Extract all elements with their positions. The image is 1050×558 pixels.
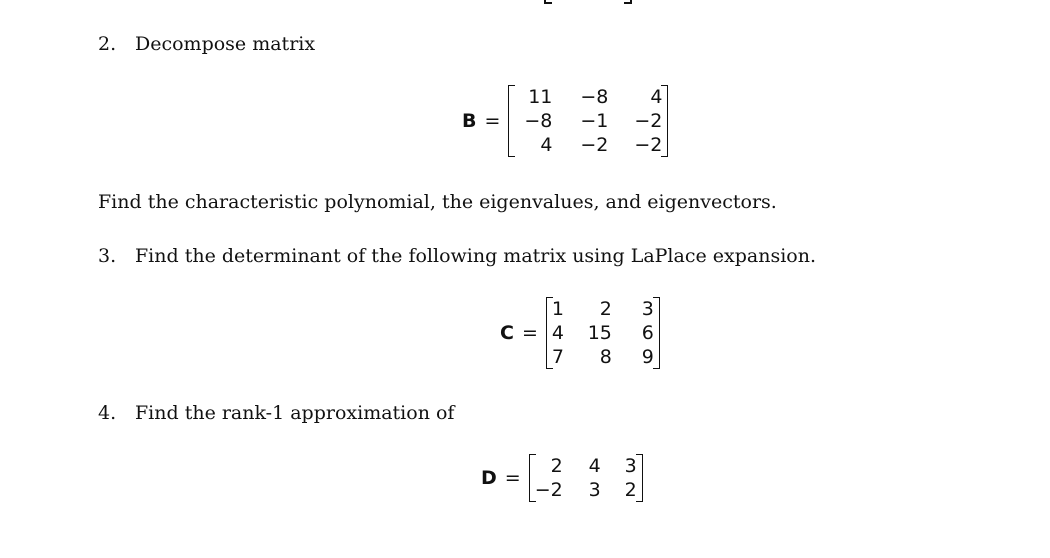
- problem-2-followup: Find the characteristic polynomial, the eigenvalues, and eigenvectors.: [98, 191, 777, 213]
- equals-sign: =: [484, 110, 501, 132]
- matrix-cell: 7: [551, 346, 564, 368]
- matrix-row: [552, 345, 654, 369]
- matrix-bracket: [546, 297, 660, 369]
- matrix-label: B: [462, 110, 477, 132]
- matrix-cell: 4: [650, 86, 663, 108]
- matrix-label: D: [481, 467, 497, 489]
- equals-sign: =: [521, 322, 538, 344]
- matrix-cell: 8: [599, 346, 612, 368]
- matrix-bracket: [529, 454, 643, 502]
- matrix-row: [514, 85, 662, 109]
- matrix-row: [552, 297, 654, 321]
- problem-number: 3.: [98, 245, 117, 267]
- matrix-cell: 2: [599, 298, 612, 320]
- matrix-cell: −8: [580, 86, 609, 108]
- matrix-cell: −2: [580, 134, 609, 156]
- problem-2-heading: [98, 33, 315, 55]
- matrix-cell: −2: [634, 110, 663, 132]
- matrix-cell: 11: [528, 86, 553, 108]
- matrix-cell: 3: [641, 298, 654, 320]
- problem-4-heading: [98, 402, 454, 424]
- matrix-cell: 4: [551, 322, 564, 344]
- problem-text: Find the rank-1 approximation of: [135, 402, 455, 424]
- problem-number: 2.: [98, 33, 117, 55]
- matrix-label: C: [500, 322, 514, 344]
- clipped-matrix-fragment: [540, 0, 636, 6]
- matrix-cell: 3: [588, 479, 601, 501]
- matrix-cell: −2: [534, 479, 563, 501]
- matrix-bracket: [508, 85, 668, 157]
- matrix-row: [514, 133, 662, 157]
- matrix-cell: 9: [641, 346, 654, 368]
- matrix-cell: 4: [540, 134, 553, 156]
- matrix-cell: 3: [624, 455, 637, 477]
- problem-text: Find the determinant of the following matrix using LaPlace expansion.: [135, 245, 816, 267]
- matrix-d-grid: [535, 454, 637, 502]
- matrix-cell: −8: [524, 110, 553, 132]
- matrix-cell: 15: [587, 322, 612, 344]
- matrix-row: [535, 454, 637, 478]
- matrix-cell: 2: [550, 455, 563, 477]
- matrix-c-equation: [500, 297, 660, 369]
- matrix-row: [514, 109, 662, 133]
- problem-number: 4.: [98, 402, 117, 424]
- matrix-cell: 1: [551, 298, 564, 320]
- matrix-c-grid: [552, 297, 654, 369]
- problem-3-heading: [98, 245, 816, 267]
- matrix-cell: −2: [634, 134, 663, 156]
- matrix-row: [535, 478, 637, 502]
- matrix-cell: 4: [588, 455, 601, 477]
- matrix-cell: −1: [580, 110, 609, 132]
- matrix-b-grid: [514, 85, 662, 157]
- matrix-row: [552, 321, 654, 345]
- equals-sign: =: [504, 467, 521, 489]
- problem-text: Decompose matrix: [135, 33, 316, 55]
- matrix-cell: 6: [641, 322, 654, 344]
- matrix-cell: 2: [624, 479, 637, 501]
- matrix-b-equation: [462, 85, 668, 157]
- matrix-d-equation: [481, 454, 643, 502]
